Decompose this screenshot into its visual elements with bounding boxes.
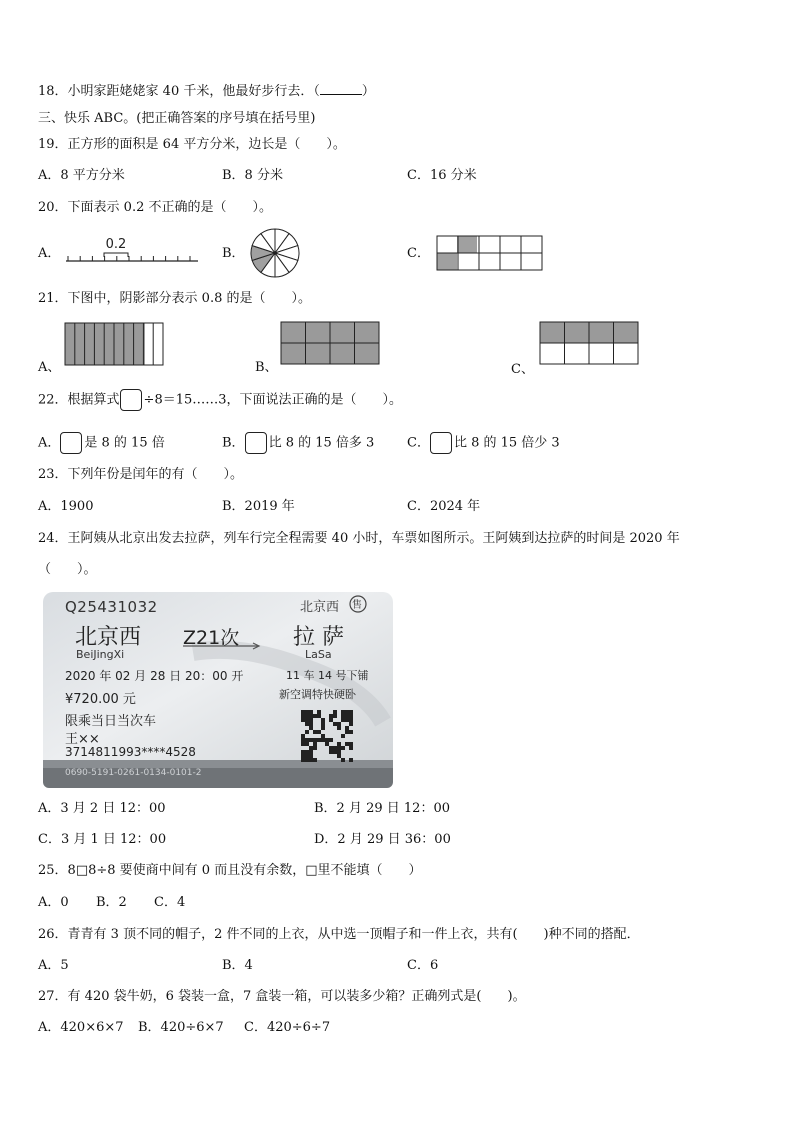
q22-option-a[interactable]: A． 是 8 的 15 倍	[38, 432, 165, 454]
qr-module	[337, 754, 341, 758]
qr-module	[309, 758, 313, 762]
q24-stem-cont: （ ）。	[38, 562, 97, 577]
q19-stem: 19．正方形的面积是 64 平方分米，边长是（ ）。	[38, 137, 346, 152]
qr-module	[301, 714, 305, 718]
qr-module	[349, 722, 353, 726]
qr-module	[345, 726, 349, 730]
qr-module	[337, 722, 341, 726]
qr-module	[305, 730, 309, 734]
qr-module	[317, 710, 321, 714]
ticket-sale-mark: 售	[352, 600, 362, 611]
ticket-passenger: 王××	[65, 732, 100, 747]
q24-stem: 24．王阿姨从北京出发去拉萨，列车行完全程需要 40 小时，车票如图所示。王阿姨到达拉萨的时间是 2020 年	[38, 531, 680, 546]
qr-module	[321, 718, 325, 722]
q18-line: 18．小明家距姥姥家 40 千米，他最好步行去．（ ）	[38, 84, 375, 99]
qr-module	[345, 718, 349, 722]
q19-option-a[interactable]: A．8 平方分米	[38, 168, 125, 183]
q26-option-a[interactable]: A．5	[38, 958, 69, 973]
train-ticket-image	[43, 592, 393, 788]
qr-module	[321, 734, 325, 738]
qr-module	[301, 742, 305, 746]
qr-module	[305, 750, 309, 754]
q21-stem: 21．下图中，阴影部分表示 0.8 的是（ ）。	[38, 291, 311, 306]
q27-option-a[interactable]: A．420×6×7	[38, 1020, 124, 1035]
q25-stem: 25．8□8÷8 要使商中间有 0 而且没有余数，□里不能填（ ）	[38, 863, 422, 878]
qr-module	[305, 742, 309, 746]
dividend-box	[120, 389, 142, 411]
q22-stem: 22．根据算式 ÷8＝15……3，下面说法正确的是（ ）。	[38, 389, 402, 411]
qr-module	[341, 718, 345, 722]
qr-module	[309, 746, 313, 750]
qr-module	[309, 718, 313, 722]
qr-module	[341, 746, 345, 750]
qr-module	[317, 714, 321, 718]
qr-module	[345, 714, 349, 718]
q23-option-b[interactable]: B．2019 年	[222, 499, 295, 514]
option-box	[60, 432, 82, 454]
ticket-id-number: 3714811993****4528	[65, 745, 196, 759]
q21-strip-figure	[64, 322, 164, 366]
q20-option-b[interactable]: B．	[222, 246, 245, 261]
qr-module	[309, 754, 313, 758]
q21-grid-c-figure	[539, 321, 639, 365]
qr-module	[333, 714, 337, 718]
q23-option-c[interactable]: C．2024 年	[407, 499, 481, 514]
q21-grid-b-figure	[280, 321, 380, 365]
ticket-notice: 限乘当日当次车	[65, 714, 157, 729]
qr-module	[313, 742, 317, 746]
ticket-datetime: 2020 年 02 月 28 日 20：00 开	[65, 669, 244, 683]
qr-module	[337, 750, 341, 754]
q24-option-a[interactable]: A．3 月 2 日 12：00	[38, 801, 166, 816]
qr-module	[341, 710, 345, 714]
q23-option-a[interactable]: A．1900	[38, 499, 94, 514]
q25-option-c[interactable]: C．4	[154, 895, 186, 910]
ticket-seat: 11 车 14 号下铺	[286, 669, 369, 682]
option-box	[430, 432, 452, 454]
qr-module	[301, 758, 305, 762]
qr-module	[337, 742, 341, 746]
qr-module	[305, 758, 309, 762]
q20-stem: 20．下面表示 0.2 不正确的是（ ）。	[38, 200, 272, 215]
qr-module	[321, 722, 325, 726]
ticket-to-pinyin: LaSa	[305, 648, 332, 661]
qr-module	[309, 714, 313, 718]
qr-module	[345, 710, 349, 714]
qr-module	[349, 742, 353, 746]
qr-module	[301, 734, 305, 738]
q18-text: 18．小明家距姥姥家 40 千米，他最好步行去．（	[38, 84, 320, 99]
qr-module	[341, 758, 345, 762]
qr-module	[309, 726, 313, 730]
ticket-to: 拉 萨	[293, 625, 344, 650]
qr-module	[349, 710, 353, 714]
q24-option-b[interactable]: B．2 月 29 日 12：00	[314, 801, 450, 816]
q24-option-d[interactable]: D．2 月 29 日 36：00	[314, 832, 451, 847]
q26-stem: 26．青青有 3 顶不同的帽子，2 件不同的上衣，从中选一顶帽子和一件上衣，共有( )种不同的搭配．	[38, 927, 640, 942]
qr-module	[333, 722, 337, 726]
qr-module	[333, 710, 337, 714]
qr-module	[301, 710, 305, 714]
qr-module	[325, 738, 329, 742]
qr-module	[313, 738, 317, 742]
qr-module	[301, 750, 305, 754]
qr-module	[349, 714, 353, 718]
qr-module	[309, 738, 313, 742]
ticket-serial: Q25431032	[65, 598, 158, 616]
qr-module	[305, 718, 309, 722]
q27-option-b[interactable]: B．420÷6×7	[138, 1020, 224, 1035]
qr-module	[321, 726, 325, 730]
qr-module	[341, 734, 345, 738]
qr-module	[329, 746, 333, 750]
q25-option-a[interactable]: A．0	[38, 895, 69, 910]
ticket-seat-type: 新空调特快硬卧	[279, 688, 356, 701]
qr-module	[325, 742, 329, 746]
q25-option-b[interactable]: B．2	[96, 895, 127, 910]
qr-module	[329, 718, 333, 722]
qr-module	[313, 758, 317, 762]
section-3-heading: 三、快乐 ABC。(把正确答案的序号填在括号里)	[38, 111, 316, 126]
q27-option-c[interactable]: C．420÷6÷7	[244, 1020, 331, 1035]
option-box	[245, 432, 267, 454]
qr-module	[349, 746, 353, 750]
qr-module	[329, 750, 333, 754]
qr-module	[317, 738, 321, 742]
qr-module	[349, 730, 353, 734]
number-line-label: 0.2	[105, 237, 127, 252]
qr-module	[309, 722, 313, 726]
q20-option-c[interactable]: C．	[407, 246, 430, 261]
q20-number-line-figure	[64, 232, 200, 266]
q27-stem: 27．有 420 袋牛奶，6 袋装一盒，7 盒装一箱，可以装多少箱？正确列式是( )。	[38, 989, 526, 1004]
qr-module	[345, 730, 349, 734]
ticket-station-tag: 北京西	[300, 600, 340, 615]
qr-module	[349, 758, 353, 762]
q20-option-a[interactable]: A．	[38, 246, 61, 261]
q23-stem: 23．下列年份是闰年的有（ ）。	[38, 467, 244, 482]
q20-circle-figure	[246, 227, 304, 279]
qr-module	[333, 750, 337, 754]
qr-module	[309, 710, 313, 714]
qr-module	[349, 718, 353, 722]
q21-option-a[interactable]: A、	[38, 360, 61, 375]
q18-answer-blank[interactable]	[320, 83, 362, 95]
qr-module	[313, 730, 317, 734]
q22-option-b[interactable]: B． 比 8 的 15 倍多 3	[222, 432, 374, 454]
qr-module	[301, 754, 305, 758]
qr-module	[309, 750, 313, 754]
ticket-train-number: Z21次	[183, 627, 240, 649]
qr-module	[321, 738, 325, 742]
q19-option-b[interactable]: B．8 分米	[222, 168, 283, 183]
qr-module	[313, 714, 317, 718]
q20-grid-figure	[436, 235, 544, 271]
q21-option-b[interactable]: B、	[255, 360, 278, 375]
q24-option-c[interactable]: C．3 月 1 日 12：00	[38, 832, 167, 847]
qr-module	[301, 738, 305, 742]
qr-module	[317, 730, 321, 734]
qr-module	[341, 714, 345, 718]
qr-module	[305, 738, 309, 742]
qr-module	[337, 746, 341, 750]
qr-module	[305, 722, 309, 726]
q26-option-c[interactable]: C．6	[407, 958, 439, 973]
ticket-from-pinyin: BeiJingXi	[76, 648, 125, 661]
qr-module	[333, 746, 337, 750]
q22-option-c[interactable]: C． 比 8 的 15 倍少 3	[407, 432, 560, 454]
qr-module	[329, 738, 333, 742]
qr-module	[305, 754, 309, 758]
ticket-bottom-code: 0690-5191-0261-0134-0101-2	[65, 768, 202, 778]
q19-option-c[interactable]: C．16 分米	[407, 168, 477, 183]
q21-option-c[interactable]: C、	[511, 362, 534, 377]
qr-module	[337, 726, 341, 730]
qr-module	[305, 710, 309, 714]
ticket-from: 北京西	[75, 625, 142, 650]
qr-module	[301, 718, 305, 722]
ticket-price: ¥720.00 元	[65, 692, 136, 707]
q26-option-b[interactable]: B．4	[222, 958, 253, 973]
qr-module	[329, 714, 333, 718]
qr-module	[313, 746, 317, 750]
qr-module	[345, 742, 349, 746]
qr-module	[305, 714, 309, 718]
